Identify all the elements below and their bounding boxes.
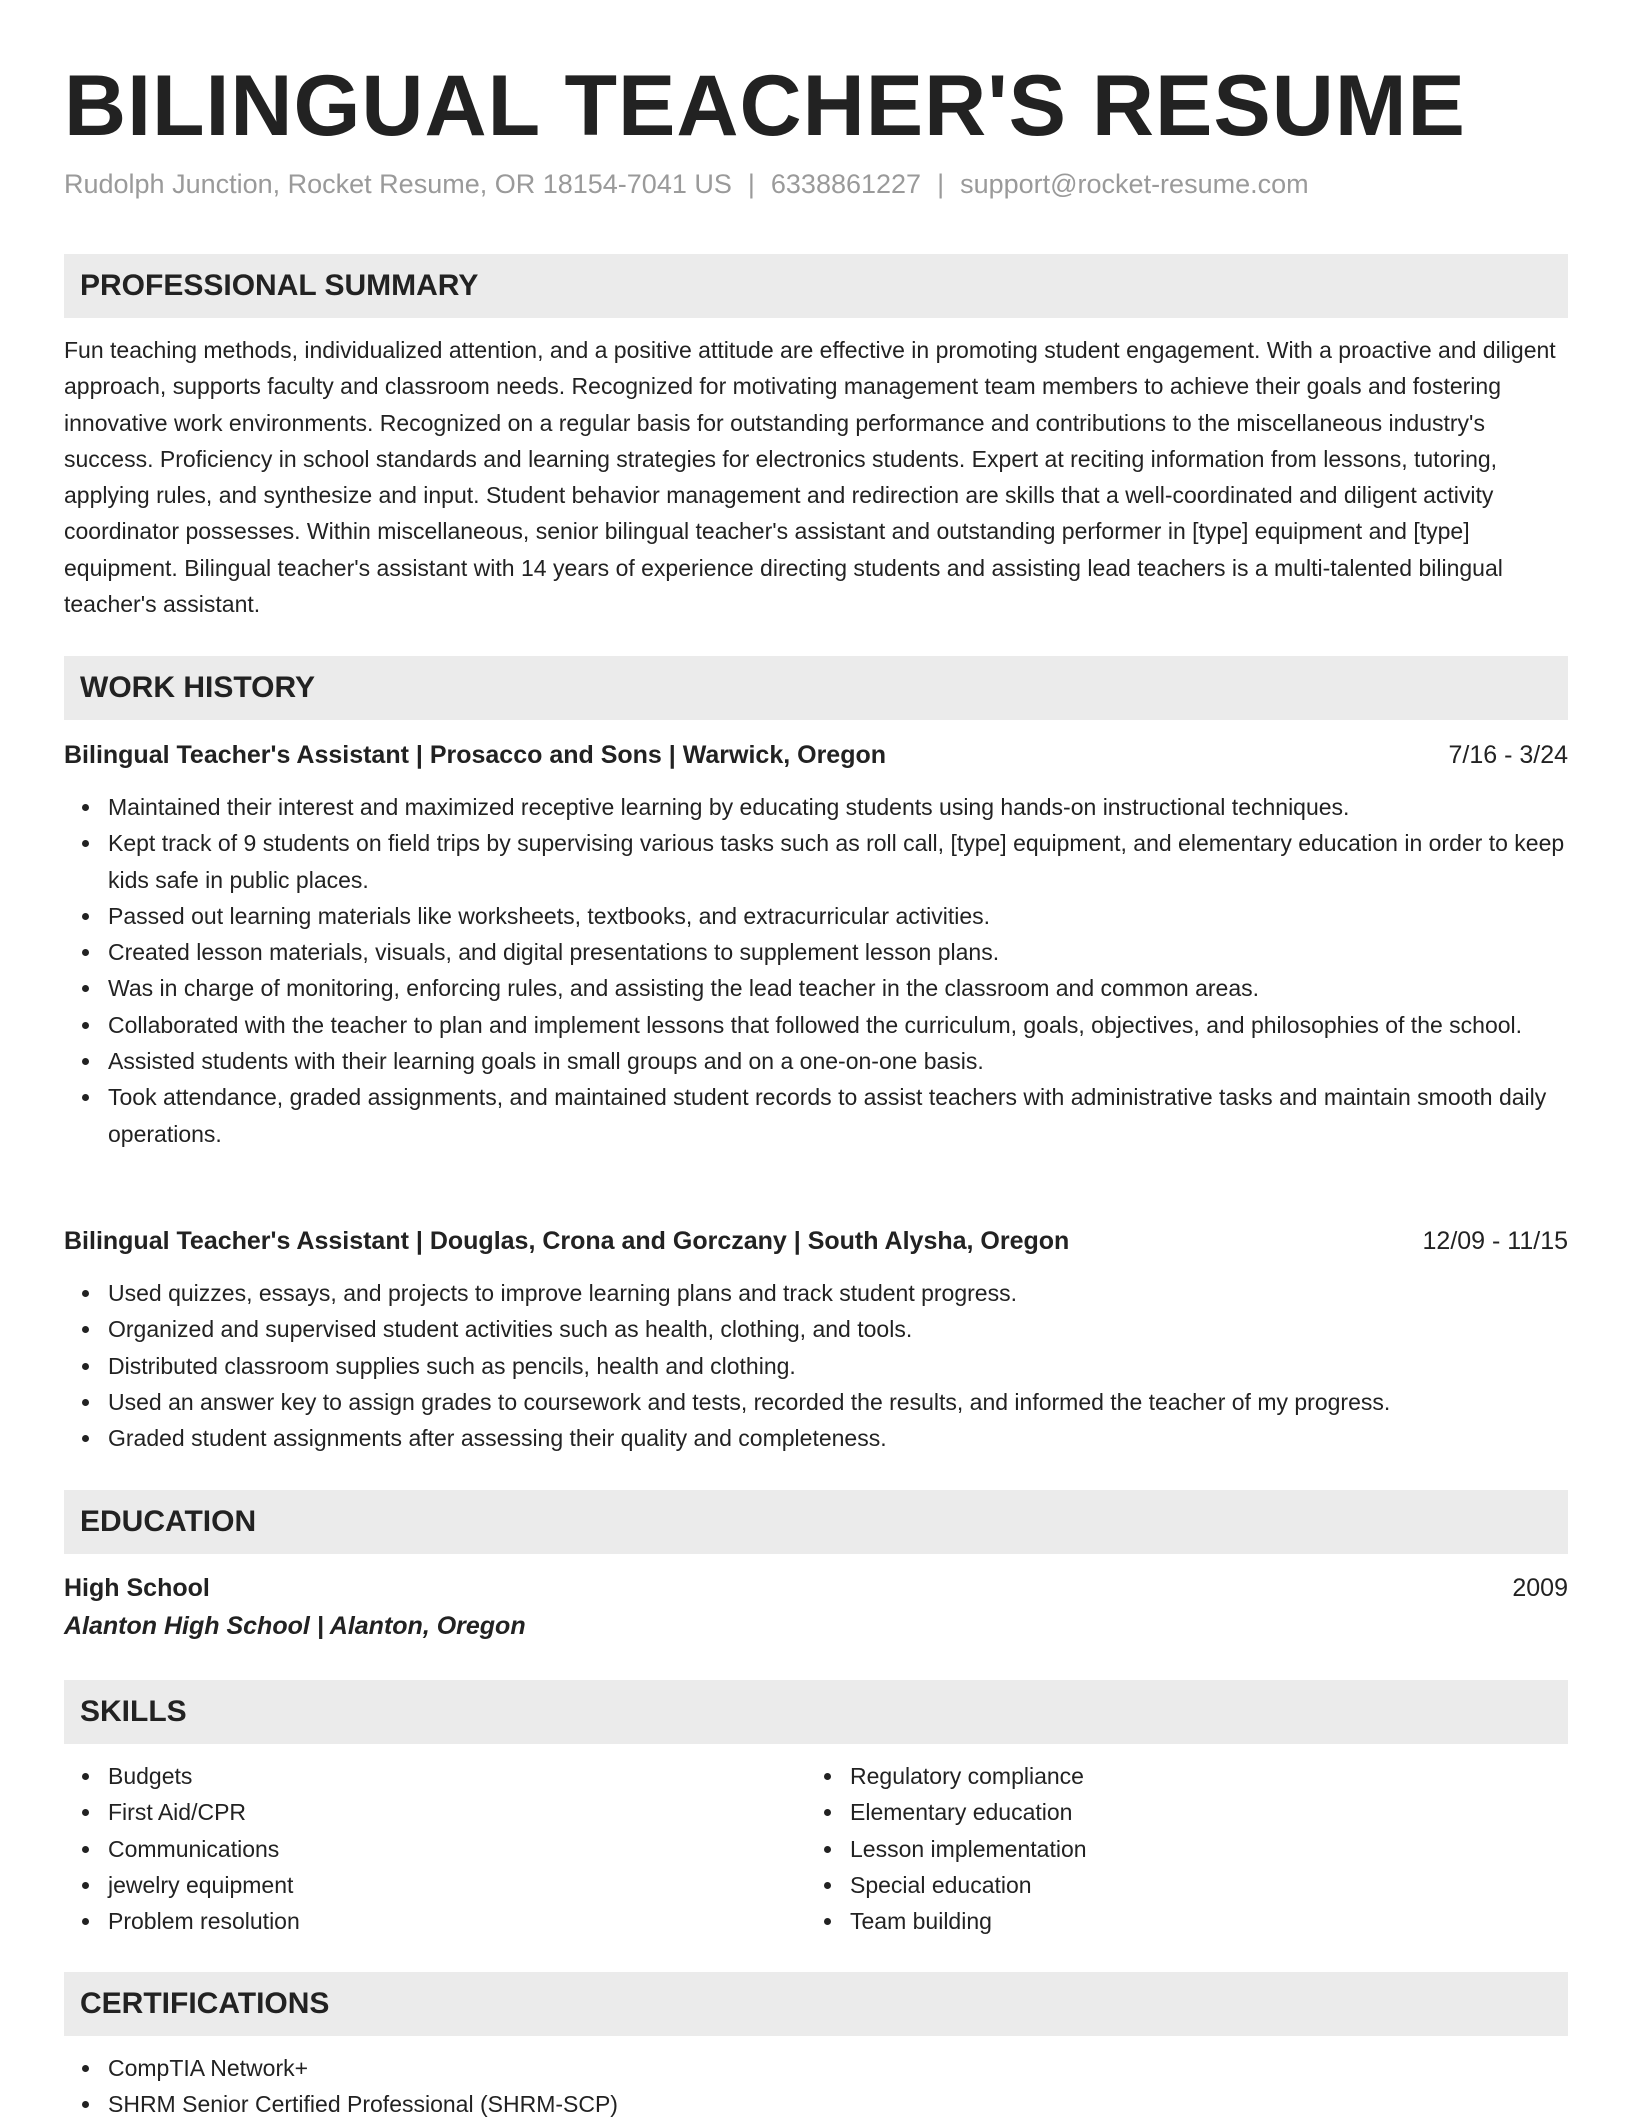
list-item: Collaborated with the teacher to plan and implement lessons that followed the curriculum, goals, objectives, and philosophies of the school. [64, 1007, 1568, 1043]
education-section-title: EDUCATION [80, 1505, 257, 1538]
job-heading [64, 737, 1568, 773]
contact-separator: | [937, 169, 945, 199]
list-item: Communications [64, 1831, 764, 1867]
job-dates: 7/16 - 3/24 [1448, 741, 1568, 769]
list-item: Distributed classroom supplies such as pencils, health and clothing. [64, 1348, 1568, 1384]
list-item: Special education [806, 1867, 1506, 1903]
summary-section-title: PROFESSIONAL SUMMARY [80, 269, 479, 302]
education-year: 2009 [1512, 1574, 1568, 1602]
job-dates: 12/09 - 11/15 [1422, 1227, 1568, 1255]
skills-column-left [64, 1758, 764, 1939]
list-item: Organized and supervised student activities such as health, clothing, and tools. [64, 1311, 1568, 1347]
skills-list [806, 1758, 1506, 1939]
list-item: Used an answer key to assign grades to coursework and tests, recorded the results, and informed the teacher of my progress. [64, 1384, 1568, 1420]
skills-section-header [64, 1680, 1568, 1744]
list-item: Kept track of 9 students on field trips by supervising various tasks such as roll call, [type] equipment, and elementary education in order to keep kids safe in public places. [64, 825, 1568, 898]
contact-address: Rudolph Junction, Rocket Resume, OR 18154-7041 US [64, 169, 732, 199]
list-item: Problem resolution [64, 1903, 764, 1939]
list-item: Took attendance, graded assignments, and maintained student records to assist teachers with administrative tasks and maintain smooth daily operations. [64, 1079, 1568, 1152]
list-item: Graded student assignments after assessing their quality and completeness. [64, 1420, 1568, 1456]
skills-section-title: SKILLS [80, 1695, 187, 1728]
contact-email[interactable]: support@rocket-resume.com [960, 169, 1309, 199]
list-item: Created lesson materials, visuals, and digital presentations to supplement lesson plans. [64, 934, 1568, 970]
degree-name: High School [64, 1574, 210, 1602]
list-item: Was in charge of monitoring, enforcing rules, and assisting the lead teacher in the classroom and common areas. [64, 970, 1568, 1006]
list-item: Assisted students with their learning goals in small groups and on a one-on-one basis. [64, 1043, 1568, 1079]
list-item: Passed out learning materials like worksheets, textbooks, and extracurricular activities. [64, 898, 1568, 934]
list-item: jewelry equipment [64, 1867, 764, 1903]
work-section-header [64, 656, 1568, 720]
education-section-header [64, 1490, 1568, 1554]
education-degree [64, 1570, 1568, 1606]
job-title: Bilingual Teacher's Assistant | Douglas, Crona and Gorczany | South Alysha, Oregon [64, 1227, 1070, 1255]
job-heading [64, 1223, 1568, 1259]
list-item: Lesson implementation [806, 1831, 1506, 1867]
contact-phone: 6338861227 [770, 169, 922, 199]
job-title: Bilingual Teacher's Assistant | Prosacco and Sons | Warwick, Oregon [64, 741, 887, 769]
list-item: Team building [806, 1903, 1506, 1939]
job-bullets [64, 1275, 1568, 1456]
list-item: First Aid/CPR [64, 1794, 764, 1830]
contact-separator: | [747, 169, 755, 199]
certifications-section-header [64, 1972, 1568, 2036]
work-section-title: WORK HISTORY [80, 671, 316, 704]
resume-title: BILINGUAL TEACHER'S RESUME [64, 58, 1466, 154]
list-item: Maintained their interest and maximized receptive learning by educating students using hands-on instructional techniques. [64, 789, 1568, 825]
list-item: Regulatory compliance [806, 1758, 1506, 1794]
summary-section-header [64, 254, 1568, 318]
skills-list [64, 1758, 764, 1939]
summary-text: Fun teaching methods, individualized attention, and a positive attitude are effective in promoting student engagement. With a proactive and diligent approach, supports faculty and classroom needs. Recognized for motivating management team members to achieve their goals and fostering innovative work environments. Recognized on a regular basis for outstanding performance and contributions to the miscellaneous industry's success. Proficiency in school standards and learning strategies for electronics students. Expert at reciting information from lessons, tutoring, applying rules, and synthesize and input. Student behavior management and redirection are skills that a well-coordinated and diligent activity coordinator possesses. Within miscellaneous, senior bilingual teacher's assistant and outstanding performer in [type] equipment and [type] equipment. Bilingual teacher's assistant with 14 years of experience directing students and assisting lead teachers is a multi-talented bilingual teacher's assistant. [64, 337, 1556, 618]
list-item: Used quizzes, essays, and projects to improve learning plans and track student progress. [64, 1275, 1568, 1311]
list-item: Budgets [64, 1758, 764, 1794]
education-school: Alanton High School | Alanton, Oregon [64, 1612, 526, 1640]
list-item: SHRM Senior Certified Professional (SHRM-SCP) [64, 2086, 1568, 2122]
list-item: Elementary education [806, 1794, 1506, 1830]
job-bullets [64, 789, 1568, 1152]
contact-line [64, 166, 1309, 202]
skills-column-right [806, 1758, 1506, 1939]
list-item: CompTIA Network+ [64, 2050, 1568, 2086]
certifications-section-title: CERTIFICATIONS [80, 1987, 330, 2020]
